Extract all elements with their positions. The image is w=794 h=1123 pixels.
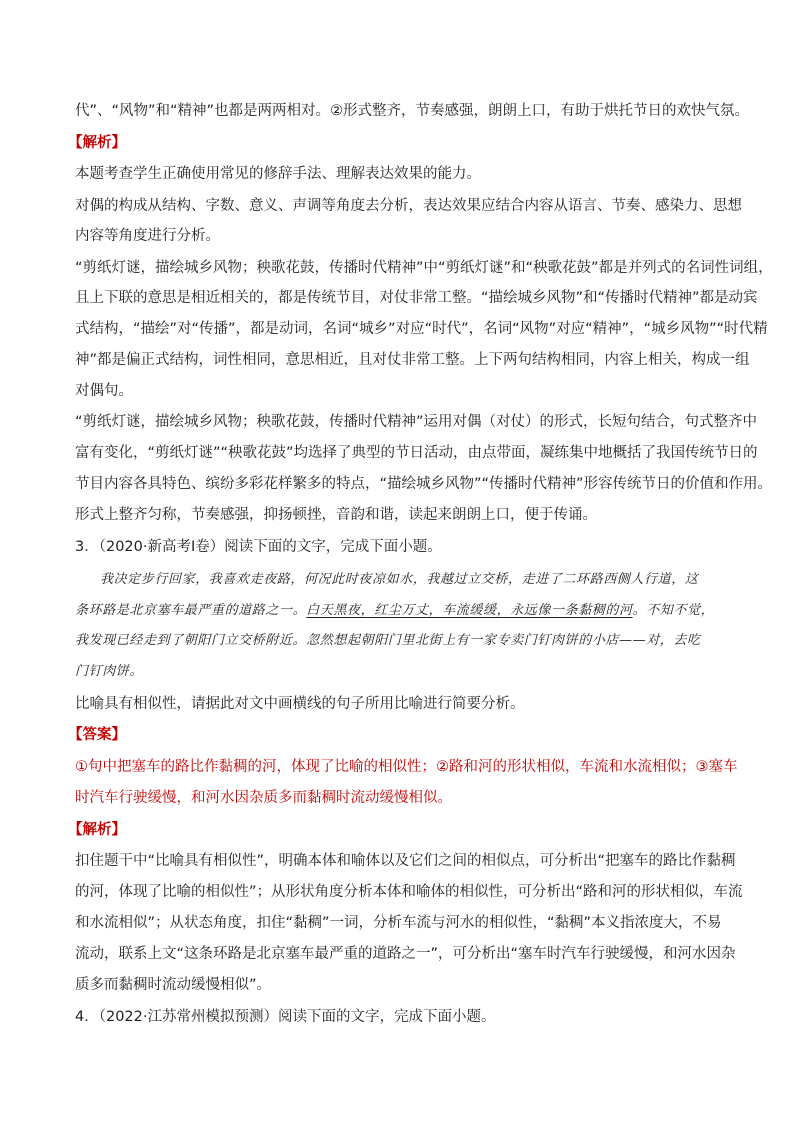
- text-line: 和水流相似”；从状态角度，扣住“黏稠”一词，分析车流与河水的相似性，“黏稠”本义指浓度大，不易: [75, 915, 722, 931]
- text-line: 本题考查学生正确使用常见的修辞手法、理解表达效果的能力。: [75, 166, 481, 182]
- text-line: 质多而黏稠时流动缓慢相似”。: [75, 977, 272, 993]
- text-line: 形式上整齐匀称，节奏感强，抑扬顿挫，音韵和谐，读起来朗朗上口，便于传诵。: [75, 507, 597, 523]
- text-line: 式结构，“描绘”对“传播”，都是动词，名词“城乡”对应“时代”，名词“风物”对应“精神”，“城乡风物”“时代精: [75, 321, 768, 337]
- text-line: 对偶的构成从结构、字数、意义、声调等角度去分析，表达效果应结合内容从语言、节奏、感染力、思想: [75, 198, 742, 214]
- text-line: 的河，体现了比喻的相似性”；从形状角度分析本体和喻体的相似性，可分析出“路和河的形状相似，车流: [75, 884, 743, 900]
- underlined-sentence: 白天黑夜，红尘万丈，车流缓缓，永远像一条黏稠的河: [306, 603, 633, 618]
- answer-line: 时汽车行驶缓慢，和河水因杂质多而黏稠时流动缓慢相似。: [75, 790, 452, 806]
- question-prompt: 比喻具有相似性，请据此对文中画横线的句子所用比喻进行简要分析。: [75, 696, 525, 712]
- text-line: 代”、“风物”和“精神”也都是两两相对。②形式整齐，节奏感强，朗朗上口，有助于烘托节日的欢快气氛。: [75, 103, 750, 119]
- passage-text: 条环路是北京塞车最严重的道路之一。: [75, 603, 307, 618]
- text-line: “剪纸灯谜，描绘城乡风物；秧歌花鼓，传播时代精神”运用对偶（对仗）的形式，长短句结合，句式整齐中: [75, 414, 758, 430]
- passage-line: 我发现已经走到了朝阳门立交桥附近。忽然想起朝阳门里北街上有一家专卖门钉肉饼的小店——对，去吃: [75, 633, 701, 648]
- answer-line: ①句中把塞车的路比作黏稠的河，体现了比喻的相似性；②路和河的形状相似，车流和水流相似；③塞车: [75, 759, 738, 775]
- text-line: 节目内容各具特色、缤纷多彩花样繁多的特点，“描绘城乡风物”“传播时代精神”形容传统节日的价值和作用。: [75, 476, 773, 492]
- text-line: “剪纸灯谜，描绘城乡风物；秧歌花鼓，传播时代精神”中“剪纸灯谜”和“秧歌花鼓”都是并列式的名词性词组，: [75, 260, 773, 276]
- analysis-heading: 【解析】: [68, 135, 126, 151]
- text-line: 对偶句。: [75, 383, 133, 399]
- question-4-heading: 4．（2022·江苏常州模拟预测）阅读下面的文字，完成下面小题。: [75, 1009, 496, 1025]
- passage-line: 门钉肉饼。: [75, 664, 144, 679]
- text-line: 内容等角度进行分析。: [75, 228, 220, 244]
- text-line: 神”都是偏正式结构，词性相同，意思相近，且对仗非常工整。上下两句结构相同，内容上相关，构成一组: [75, 352, 750, 368]
- text-line: 扣住题干中“比喻具有相似性”，明确本体和喻体以及它们之间的相似点，可分析出“把塞车的路比作黏稠: [75, 853, 736, 869]
- passage-text: 。不知不觉，: [632, 603, 715, 618]
- analysis-heading: 【解析】: [68, 822, 126, 838]
- text-line: 富有变化，“剪纸灯谜”“秧歌花鼓”均选择了典型的节日活动，由点带面，凝练集中地概括了我国传统节日的: [75, 445, 758, 461]
- question-3-heading: 3．（2020·新高考Ⅰ卷）阅读下面的文字，完成下面小题。: [75, 539, 442, 555]
- passage-line: 我决定步行回家，我喜欢走夜路，何况此时夜凉如水，我越过立交桥，走进了二环路西侧人行道，这: [100, 572, 699, 587]
- text-line: 流动，联系上文“这条环路是北京塞车最严重的道路之一”，可分析出“塞车时汽车行驶缓慢，和河水因杂: [75, 946, 736, 962]
- passage-line: [75, 601, 725, 621]
- text-line: 且上下联的意思是相近相关的，都是传统节目，对仗非常工整。“描绘城乡风物”和“传播时代精神”都是动宾: [75, 290, 758, 306]
- answer-heading: 【答案】: [68, 727, 126, 743]
